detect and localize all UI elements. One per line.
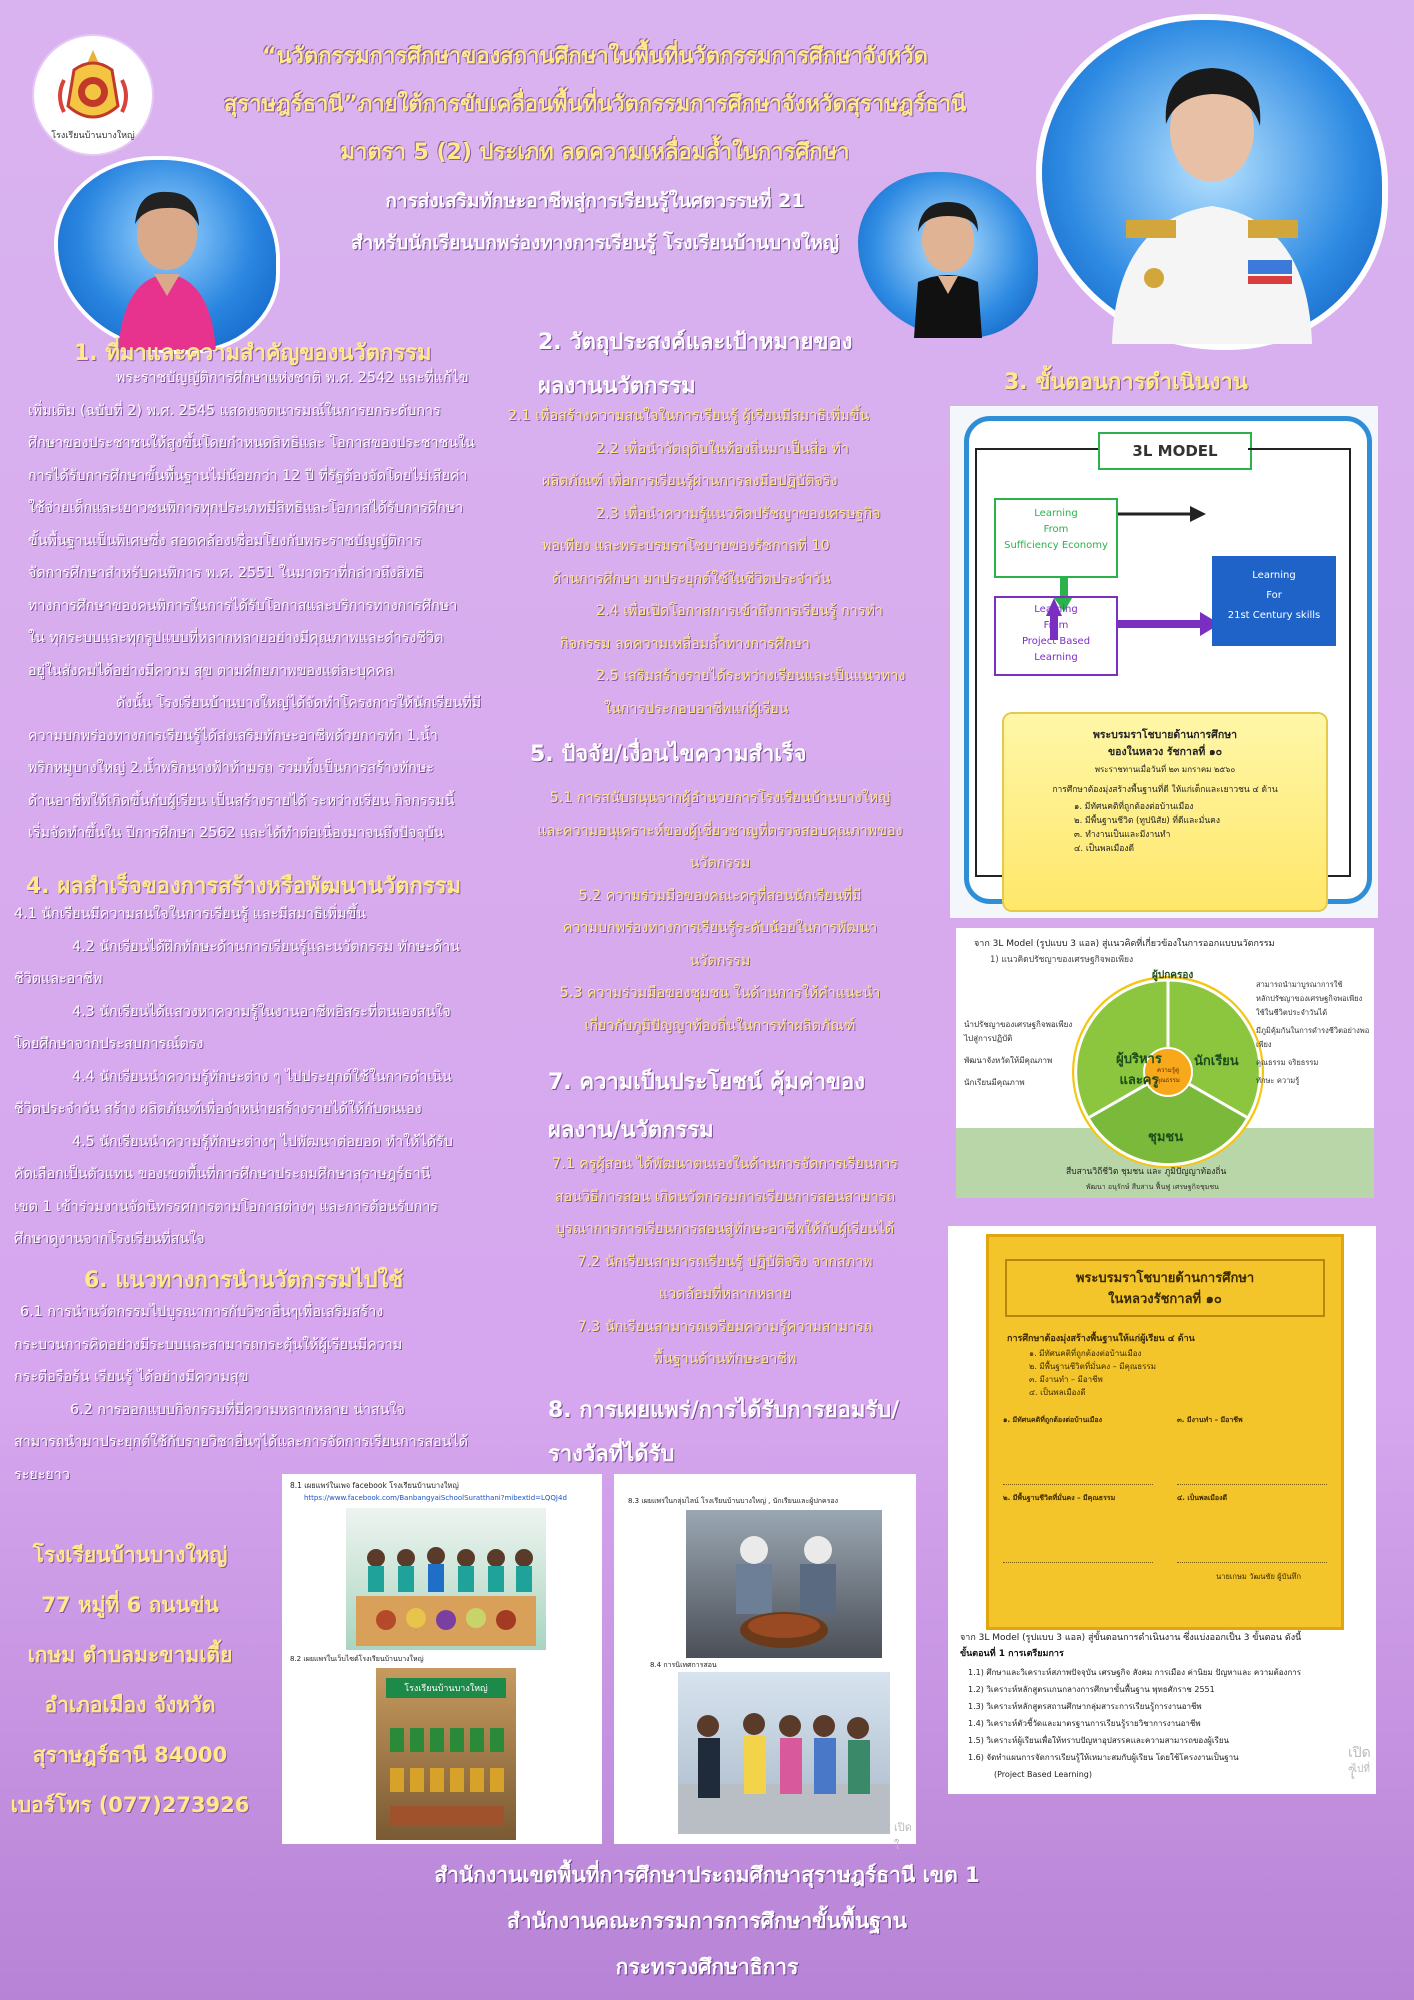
section4-line: 4.2 นักเรียนได้ฝึกทักษะด้านการเรียนรู้และนวัตกรรม ทักษะด้าน [72, 938, 460, 955]
section7-line: พื้นฐานด้านทักษะอาชีพ [653, 1351, 797, 1367]
section4-heading: 4. ผลสำเร็จของการสร้างหรือพัฒนานวัตกรรม [26, 874, 461, 899]
section1-line: ความบกพร่องทางการเรียนรู้ได้ส่งเสริมทักษะอาชีพด้วยการทำ 1.น้ำ [28, 727, 438, 744]
wheel-note: หลักปรัชญาของเศรษฐกิจพอเพียง [1256, 994, 1363, 1003]
footer-line: สำนักงานเขตพื้นที่การศึกษาประถมศึกษาสุราษฎร์ธานี เขต 1 [434, 1863, 980, 1887]
steps-item: (Project Based Learning) [994, 1770, 1092, 1779]
section7-line: 7.1 ครูผู้สอน ได้พัฒนาตนเองในด้านการจัดการเรียนการ [552, 1156, 898, 1172]
title-line-2: สุราษฎร์ธานี”ภายใต้การขับเคลื่อนพื้นที่นวัตกรรมการศึกษาจังหวัดสุราษฎร์ธานี [223, 92, 967, 117]
section4-line: คัดเลือกเป็นตัวแทน ของเขตพื้นที่การศึกษาประถมศึกษาสุราษฎร์ธานี [14, 1166, 431, 1182]
school-logo [34, 36, 152, 154]
model-box-line: From [1043, 524, 1069, 535]
section1-line: พริกหมูบางใหญ่ 2.น้ำพริกนางฟ้าท้ามรถ รวมทั้งเป็นการสร้างทักษะ [28, 760, 434, 776]
royal-item: ๒. มีพื้นฐานชีวิตที่มั่นคง – มีคุณธรรม [1029, 1362, 1157, 1371]
title-line-5: สำหรับนักเรียนบกพร่องทางการเรียนรู้ โรงเรียนบ้านบางใหญ่ [350, 232, 840, 254]
section2-line: ในการประกอบอาชีพแก่ผู้เรียน [604, 700, 789, 717]
wheel-note: ทักษะ ความรู้ [1256, 1076, 1300, 1085]
gallery-caption-supervision: 8.4 การนิเทศการสอน [650, 1661, 717, 1669]
section5-line: นวัตกรรม [689, 952, 751, 969]
model-box-line: Learning [1034, 508, 1078, 519]
scroll-lead: การศึกษาต้องมุ่งสร้างพื้นฐานที่ดี ให้แก่เด็กและเยาวชน ๔ ด้าน [1052, 785, 1278, 795]
section2-line: พอเพียง และพระบรมราโชบายของรัชกาลที่ 10 [542, 538, 830, 554]
section2-heading-1: 2. วัตถุประสงค์และเป้าหมายของ [538, 330, 853, 355]
section2-line: ผลิตภัณฑ์ เพื่อการเรียนรู้ผ่านการลงมือปฏิบัติจริง [542, 473, 838, 489]
section4-line: 4.5 นักเรียนนำความรู้ทักษะต่างๆ ไปพัฒนาต่อยอด ทำให้ได้รับ [72, 1133, 453, 1150]
wheel-bottom-label-2: พัฒนา อนุรักษ์ สืบสาน ฟื้นฟู เศรษฐกิจชุมชน [1086, 1183, 1219, 1191]
section5-heading: 5. ปัจจัย/เงื่อนไขความสำเร็จ [530, 742, 807, 767]
section1-line: ด้านอาชีพให้เกิดขึ้นกับผู้เรียน เป็นสร้างรายได้ ระหว่างเรียน กิจกรรมนี้ [28, 792, 455, 809]
section3-heading: 3. ขั้นตอนการดำเนินงาน [1004, 370, 1248, 395]
supervision-photo [678, 1672, 890, 1834]
section8-heading-2: รางวัลที่ได้รับ [548, 1442, 675, 1467]
section6-line: กระบวนการคิดอย่างมีระบบและสามารถกระตุ้นให้ผู้เรียนมีความ [14, 1336, 403, 1353]
circle-caption: จาก 3L Model (รูปแบบ 3 แอล) สู่แนวคิดที่เกี่ยวข้องในการออกแบบนวัตกรรม [974, 939, 1275, 949]
steps-watermark: เปิดใ [1348, 1745, 1371, 1783]
line-group-photo [686, 1510, 882, 1658]
royal-policy-scroll [1004, 714, 1326, 910]
concept-circle-panel [956, 928, 1374, 1198]
section6-heading: 6. แนวทางการนำนวัตกรรมไปใช้ [84, 1268, 404, 1293]
wheel-note: คุณธรรม จริยธรรม [1256, 1058, 1319, 1067]
facebook-link[interactable]: https://www.facebook.com/BanbangyaiSchoolSuratthani?mibextid=LQQJ4d [304, 1494, 567, 1502]
section4-line: ศึกษาดูงานจากโรงเรียนที่สนใจ [14, 1231, 205, 1247]
wheel-seg-community: ชุมชน [1148, 1130, 1184, 1145]
section2-line: 2.1 เพื่อสร้างความสนใจในการเรียนรู้ ผู้เรียนมีสมาธิเพิ่มขึ้น [508, 408, 870, 424]
footer [0, 1852, 1414, 1990]
wheel-note: ไปสู่การปฏิบัติ [964, 1034, 1013, 1043]
section4-line: ชีวิตและอาชีพ [14, 971, 103, 987]
website-photo [376, 1668, 516, 1840]
address-line: เบอร์โทร (077)273926 [10, 1793, 250, 1817]
section7-line: แวดล้อมที่หลากหลาย [658, 1286, 792, 1302]
gallery-caption-line: 8.3 เผยแพร่ในกลุ่มไลน์ โรงเรียนบ้านบางใหญ่ , นักเรียนและผู้ปกครอง [628, 1497, 839, 1505]
model-box-line: From [1043, 620, 1069, 631]
section7-line: บูรณาการการเรียนการสอนสู่ทักษะอาชีพให้กับผู้เรียนได้ [555, 1221, 895, 1237]
section5-line: และความอนุเคราะห์ของผู้เชี่ยวชาญที่ตรวจสอบคุณภาพของ [537, 822, 903, 839]
model-box-line: Learning [1252, 570, 1296, 581]
royal-title-2: ในหลวงรัชกาลที่ ๑๐ [1108, 1292, 1222, 1307]
royal-item: ๔. เป็นพลเมืองดี [1029, 1388, 1086, 1397]
school-address [10, 1530, 250, 1830]
wheel-right-notes [1256, 978, 1372, 1088]
footer-line: กระทรวงศึกษาธิการ [615, 1955, 799, 1979]
teacher-photo-left [58, 160, 276, 350]
address-line: โรงเรียนบ้านบางใหญ่ [32, 1543, 228, 1567]
section1-line: อยู่ในสังคมได้อย่างมีความ สุข ตามศักยภาพของแต่ละบุคคล [28, 662, 394, 679]
section1-line: ทางการศึกษาของคนพิการในการได้รับโอกาสและบริการทางการศึกษา [28, 597, 458, 614]
section5-line: 5.3 ความร่วมมือของชุมชน ในด้านการให้คำแนะนำ [559, 985, 881, 1001]
section4-line: 4.1 นักเรียนมีความสนใจในการเรียนรู้ และมีสมาธิเพิ่มขึ้น [14, 906, 367, 922]
royal-item: ๑. มีทัศนคติที่ถูกต้องต่อบ้านเมือง [1029, 1349, 1142, 1358]
section4-line: 4.3 นักเรียนได้แสวงหาความรู้ในงานอาชีพอิสระที่ตนเองสนใจ [72, 1003, 451, 1020]
section1-line: การได้รับการศึกษาขั้นพื้นฐานไม่น้อยกว่า 12 ปี ที่รัฐต้องจัดโดยไม่เสียค่า [28, 467, 468, 484]
gallery-caption-facebook: 8.1 เผยแพร่ในเพจ facebook โรงเรียนบ้านบางใหญ่ [290, 1481, 459, 1490]
section2-line: 2.3 เพื่อนำความรู้แนวคิดปรัชญาของเศรษฐกิจ [596, 505, 881, 522]
model-box-line: Project Based [1021, 636, 1091, 647]
section8-heading-1: 8. การเผยแพร่/การได้รับการยอมรับ/ [548, 1398, 900, 1423]
section5-line: ความบกพร่องทางการเรียนรู้ระดับน้อยในการพัฒนา [562, 920, 878, 936]
wheel-note: พัฒนาจังหวัดให้มีคุณภาพ [964, 1056, 1053, 1065]
model-box-line: Learning [1034, 652, 1078, 663]
section5-line: 5.2 ความร่วมมือของคณะครูที่สอนนักเรียนที่มี [578, 887, 862, 904]
wheel-note: ใช้ในชีวิตประจำวันได้ [1256, 1008, 1328, 1017]
section6-line: กระตือรือร้น เรียนรู้ ได้อย่างมีความสุข [14, 1369, 249, 1385]
section4-line: ชีวิตประจำวัน สร้าง ผลิตภัณฑ์เพื่อจำหน่ายสร้างรายได้ให้กับตนเอง [14, 1101, 422, 1117]
steps-item: 1.6) จัดทำแผนการจัดการเรียนรู้ให้เหมาะสมกับผู้เรียน โดยใช้โครงงานเป็นฐาน [968, 1753, 1239, 1762]
royal-title-1: พระบรมราโชบายด้านการศึกษา [1075, 1271, 1255, 1286]
address-line: อำเภอเมือง จังหวัด [44, 1693, 216, 1717]
scroll-subtitle: ของในหลวง รัชกาลที่ ๑๐ [1107, 746, 1223, 758]
steps-item: 1.5) วิเคราะห์ผู้เรียนเพื่อให้ทราบปัญหาอุปสรรคและความสามารถของผู้เรียน [968, 1736, 1230, 1745]
wheel-note: มีภูมิคุ้มกันในการดำรงชีวิตอย่างพอเพียง [1256, 1026, 1370, 1049]
gallery-caption-website: 8.2 เผยแพร่ในเว็บไซต์โรงเรียนบ้านบางใหญ่ [290, 1655, 424, 1663]
website-photo-sign: โรงเรียนบ้านบางใหญ่ [386, 1678, 506, 1698]
scroll-item: ๒. มีพื้นฐานชีวิต (ทูปนิสัย) ที่ดีและมั่นคง [1074, 816, 1220, 826]
section1-line: พระราชบัญญัติการศึกษาแห่งชาติ พ.ศ. 2542 และที่แก้ไข [116, 370, 469, 386]
address-line: สุราษฎร์ธานี 84000 [32, 1743, 228, 1767]
section7-line: สอนวิธีการสอน เกิดนวัตกรรมการเรียนการสอนสามารถ [554, 1188, 896, 1205]
section7-line: 7.3 นักเรียนสามารถเตรียมความรู้ความสามารถ [577, 1318, 873, 1335]
section4-line: เขต 1 เข้าร่วมงานจัดนิทรรศการตามโอกาสต่างๆ และการต้อนรับการ [14, 1198, 439, 1215]
section7-body [520, 1148, 930, 1376]
section1-line: ใน ทุกระบบและทุกรูปแบบที่หลากหลายอย่างมีคุณภาพและดำรงชีวิต [28, 630, 444, 646]
scroll-item: ๔. เป็นพลเมืองดี [1074, 844, 1135, 854]
title-line-1: “นวัตกรรมการศึกษาของสถานศึกษาในพื้นที่นวัตกรรมการศึกษาจังหวัด [262, 44, 928, 69]
section6-body [14, 1296, 504, 1491]
wheel-note: นักเรียนมีคุณภาพ [964, 1078, 1025, 1087]
scroll-title: พระบรมราโชบายด้านการศึกษา [1092, 729, 1238, 741]
steps-caption: จาก 3L Model (รูปแบบ 3 แอล) สู่ขั้นตอนการดำเนินงาน ซึ่งแบ่งออกเป็น 3 ขั้นตอน ดังนี้ [960, 1633, 1302, 1643]
model-box-21st [1212, 556, 1336, 646]
model-box-line: 21st Century skills [1227, 610, 1321, 621]
section2-line: 2.2 เพื่อนำวัตถุดิบในท้องถิ่นมาเป็นสื่อ ทำ [596, 440, 849, 457]
section7-heading-1: 7. ความเป็นประโยชน์ คุ้มค่าของ [548, 1070, 865, 1095]
section2-line: ด้านการศึกษา มาประยุกต์ใช้ในชีวิตประจำวัน [552, 570, 831, 587]
royal-col-head: ๔. เป็นพลเมืองดี [1177, 1494, 1228, 1502]
model-box-line: Learning [1034, 604, 1078, 615]
wheel-top-label: ผู้ปกครอง [1152, 970, 1194, 981]
steps-list [968, 1664, 1368, 1783]
section2-body [508, 400, 928, 725]
circle-subcaption: 1) แนวคิดปรัชญาของเศรษฐกิจพอเพียง [990, 955, 1134, 965]
address-line: เกษม ตำบลมะขามเตี้ย [27, 1643, 233, 1667]
wheel-seg-admin: ผู้บริหาร และครู [1116, 1052, 1162, 1088]
director-photo-right [1042, 20, 1382, 344]
model-box-project [994, 596, 1118, 676]
section1-line: ใช้จ่ายเด็กและเยาวชนพิการทุกประเภทมีสิทธิและโอกาสได้รับการศึกษา [28, 500, 464, 516]
scroll-date: พระราชทานเมื่อวันที่ ๒๓ มกราคม ๒๕๖๐ [1094, 765, 1236, 774]
section1-line: เริ่มจัดทำขึ้นใน ปีการศึกษา 2562 และได้ทำต่อเนื่องมาจนถึงปัจจุบัน [28, 825, 444, 841]
section1-line: เพิ่มเติม (ฉบับที่ 2) พ.ศ. 2545 แสดงเจตนารมณ์ในการยกระดับการ [28, 402, 441, 419]
address-line: 77 หมู่ที่ 6 ถนนข่น [41, 1593, 219, 1617]
section2-line: 2.4 เพื่อเปิดโอกาสการเข้าถึงการเรียนรู้ การทำ [596, 603, 883, 619]
wheel-bottom-label: สืบสานวิถีชีวิต ชุมชน และ ภูมิปัญญาท้องถิ่น [1066, 1167, 1227, 1177]
section6-line: 6.2 การออกแบบกิจกรรมที่มีความหลากหลาย น่าสนใจ [70, 1401, 405, 1418]
section5-body [510, 782, 930, 1042]
model-box-line: For [1266, 590, 1282, 601]
royal-policy-poster [986, 1234, 1344, 1630]
section4-body [14, 898, 504, 1256]
section2-heading-2: ผลงานนวัตกรรม [538, 374, 696, 399]
royal-signer: นายเกษม วัฒนชัย ผู้บันทึก [1216, 1572, 1301, 1581]
wheel-note: สามารถนำมาบูรณาการใช้ [1256, 980, 1343, 989]
gallery-right [614, 1474, 916, 1852]
section1-line: จัดการศึกษาสำหรับคนพิการ พ.ศ. 2551 ในมาตราที่กล่าวถึงสิทธิ [28, 565, 424, 581]
section6-line: สามารถนำมาประยุกต์ใช้กับรายวิชาอื่นๆได้และการจัดการเรียนการสอนได้ [14, 1434, 469, 1450]
facebook-photo [346, 1508, 546, 1650]
section4-line: โดยศึกษาจากประสบการณ์ตรง [14, 1036, 204, 1052]
royal-col-head: ๑. มีทัศนคติที่ถูกต้องต่อบ้านเมือง [1003, 1416, 1103, 1424]
section1-body [28, 362, 498, 850]
scroll-item: ๑. มีทัศนคติที่ถูกต้องต่อบ้านเมือง [1074, 802, 1194, 812]
section7-line: 7.2 นักเรียนสามารถเรียนรู้ ปฏิบัติจริง จากสภาพ [577, 1253, 873, 1270]
section6-line: ระยะยาว [14, 1466, 70, 1483]
section4-line: 4.4 นักเรียนนำความรู้ทักษะต่าง ๆ ไปประยุกต์ใช้ในการดำเนิน [72, 1068, 452, 1085]
steps-watermark: ไปที่ [1352, 1764, 1370, 1775]
royal-lead: การศึกษาต้องมุ่งสร้างพื้นฐานให้แก่ผู้เรียน ๔ ด้าน [1007, 1334, 1195, 1344]
section2-line: 2.5 เสริมสร้างรายได้ระหว่างเรียนและเป็นแนวทาง [596, 668, 906, 684]
steps-item: 1.4) วิเคราะห์ตัวชี้วัดและมาตรฐานการเรียนรู้รายวิชาการงานอาชีพ [968, 1719, 1201, 1728]
royal-steps-panel [948, 1226, 1376, 1794]
steps-item: 1.3) วิเคราะห์หลักสูตรสถานศึกษากลุ่มสาระการเรียนรู้การงานอาชีพ [968, 1702, 1202, 1711]
gallery-watermark: เปิดใ [894, 1821, 912, 1852]
steps-item: 1.1) ศึกษาและวิเคราะห์สภาพปัจจุบัน เศรษฐกิจ สังคม การเมือง ค่านิยม ปัญหาและ ความต้องการ [968, 1668, 1302, 1677]
section5-line: 5.1 การสนับสนุนจากผู้อำนวยการโรงเรียนบ้านบางใหญ่ [549, 790, 891, 806]
section7-heading-2: ผลงาน/นวัตกรรม [548, 1118, 714, 1143]
wheel-center: ความรู้คู่คุณธรรม [1156, 1067, 1180, 1084]
section1-line: ศึกษาของประชาชนให้สูงขึ้นโดยกำหนดสิทธิและ โอกาสของประชาชนใน [28, 435, 475, 451]
section1-heading: 1. ที่มาและความสำคัญของนวัตกรรม [74, 341, 432, 366]
footer-line: สำนักงานคณะกรรมการการศึกษาขั้นพื้นฐาน [507, 1909, 907, 1933]
scroll-item: ๓. ทำงานเป็นและมีงานทำ [1074, 830, 1171, 840]
royal-item: ๓. มีงานทำ – มีอาชีพ [1029, 1375, 1103, 1384]
royal-col-head: ๓. มีงานทำ – มีอาชีพ [1177, 1416, 1243, 1424]
wheel-note: นำปรัชญาของเศรษฐกิจพอเพียง [964, 1020, 1073, 1029]
model-box-sufficiency [994, 498, 1118, 578]
model-3l-panel [950, 406, 1378, 918]
wheel-seg-student: นักเรียน [1194, 1054, 1239, 1069]
section2-line: กิจกรรม ลดความเหลื่อมล้ำทางการศึกษา [560, 635, 810, 652]
section6-line: 6.1 การนำนวัตกรรมไปบูรณาการกับวิชาอื่นๆเพื่อเสริมสร้าง [20, 1304, 384, 1320]
title-line-4: การส่งเสริมทักษะอาชีพสู่การเรียนรู้ในศตวรรษที่ 21 [385, 190, 805, 212]
teacher-photo-middle [858, 172, 1038, 338]
section5-line: นวัตกรรม [689, 855, 751, 871]
section5-line: เกี่ยวกับภูมิปัญญาท้องถิ่นในการทำผลิตภัณฑ์ [584, 1017, 856, 1034]
model-title: 3L MODEL [1098, 432, 1252, 470]
logo-caption: โรงเรียนบ้านบางใหญ่ [51, 131, 135, 141]
section1-line: ขั้นพื้นฐานเป็นพิเศษซึ่ง สอดคล้องเชื่อมโยงกับพระราชบัญญัติการ [28, 532, 422, 549]
title-line-3: มาตรา 5 (2) ประเภท ลดความเหลื่อมล้ำในการศึกษา [340, 140, 850, 165]
royal-col-head: ๒. มีพื้นฐานชีวิตที่มั่นคง – มีคุณธรรม [1003, 1494, 1116, 1502]
steps-heading: ขั้นตอนที่ 1 การเตรียมการ [960, 1649, 1064, 1659]
wheel-left-notes [964, 1018, 1084, 1090]
steps-item: 1.2) วิเคราะห์หลักสูตรแกนกลางการศึกษาขั้นพื้นฐาน พุทธศักราช 2551 [968, 1685, 1215, 1694]
gallery-left [282, 1474, 602, 1844]
model-box-line: Sufficiency Economy [1004, 540, 1108, 551]
section1-line: ดังนั้น โรงเรียนบ้านบางใหญ่ได้จัดทำโครงการให้นักเรียนที่มี [116, 695, 482, 711]
